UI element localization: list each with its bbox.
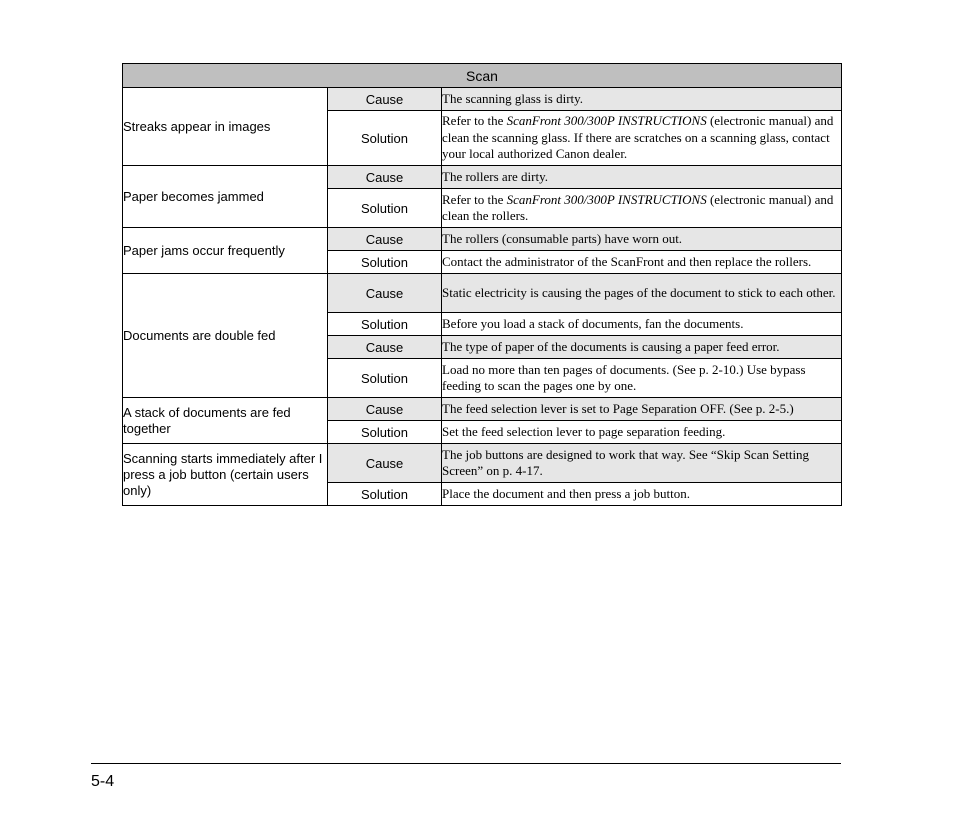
problem-cell: Documents are double fed [123,274,328,398]
table-row [123,88,842,111]
row-description: The feed selection lever is set to Page Separation OFF. (See p. 2-5.) [442,398,842,421]
row-type-label: Solution [328,313,442,336]
row-description: Before you load a stack of documents, fan the documents. [442,313,842,336]
row-type-label: Cause [328,88,442,111]
row-type-label: Cause [328,166,442,189]
table-row [123,228,842,251]
table-row [123,274,842,313]
manual-title: ScanFront 300/300P INSTRUCTIONS [506,113,707,129]
row-type-label: Solution [328,189,442,228]
row-description [442,111,842,166]
description-text: Refer to the [442,113,507,129]
row-description [442,189,842,228]
page-number: 5-4 [91,773,115,790]
row-description: The rollers (consumable parts) have worn out. [442,228,842,251]
row-description: The type of paper of the documents is causing a paper feed error. [442,336,842,359]
table-row [123,398,842,421]
problem-cell: A stack of documents are fed together [123,398,328,444]
row-type-label: Solution [328,483,442,506]
row-description: Set the feed selection lever to page separation feeding. [442,421,842,444]
description-text: Refer to the [442,191,507,207]
row-description: Load no more than ten pages of documents. (See p. 2-10.) Use bypass feeding to scan the pages one by one. [442,359,842,398]
table-row [123,444,842,483]
problem-cell: Paper jams occur frequently [123,228,328,274]
row-type-label: Cause [328,398,442,421]
problem-cell: Streaks appear in images [123,88,328,166]
row-type-label: Cause [328,274,442,313]
row-type-label: Cause [328,444,442,483]
row-description: The scanning glass is dirty. [442,88,842,111]
table-title: Scan [123,64,842,88]
manual-title: ScanFront 300/300P INSTRUCTIONS [506,191,707,207]
row-type-label: Cause [328,228,442,251]
row-type-label: Solution [328,421,442,444]
troubleshooting-table [122,63,842,506]
row-type-label: Solution [328,111,442,166]
description-text: (electronic manual) and clean the scanning glass. If there are scratches on a scanning glass, contact your local authorized Canon dealer. [442,113,834,162]
row-description: The job buttons are designed to work that way. See “Skip Scan Setting Screen” on p. 4-17. [442,444,842,483]
row-description: Contact the administrator of the ScanFront and then replace the rollers. [442,251,842,274]
row-description: The rollers are dirty. [442,166,842,189]
problem-cell: Paper becomes jammed [123,166,328,228]
description-text: (electronic manual) and clean the rollers. [442,191,834,223]
row-type-label: Solution [328,359,442,398]
problem-cell: Scanning starts immediately after I press a job button (certain users only) [123,444,328,506]
row-type-label: Cause [328,336,442,359]
table-header-row [123,64,842,88]
row-type-label: Solution [328,251,442,274]
footer-divider [91,763,841,764]
row-description: Static electricity is causing the pages of the document to stick to each other. [442,274,842,313]
table-row [123,166,842,189]
row-description: Place the document and then press a job button. [442,483,842,506]
